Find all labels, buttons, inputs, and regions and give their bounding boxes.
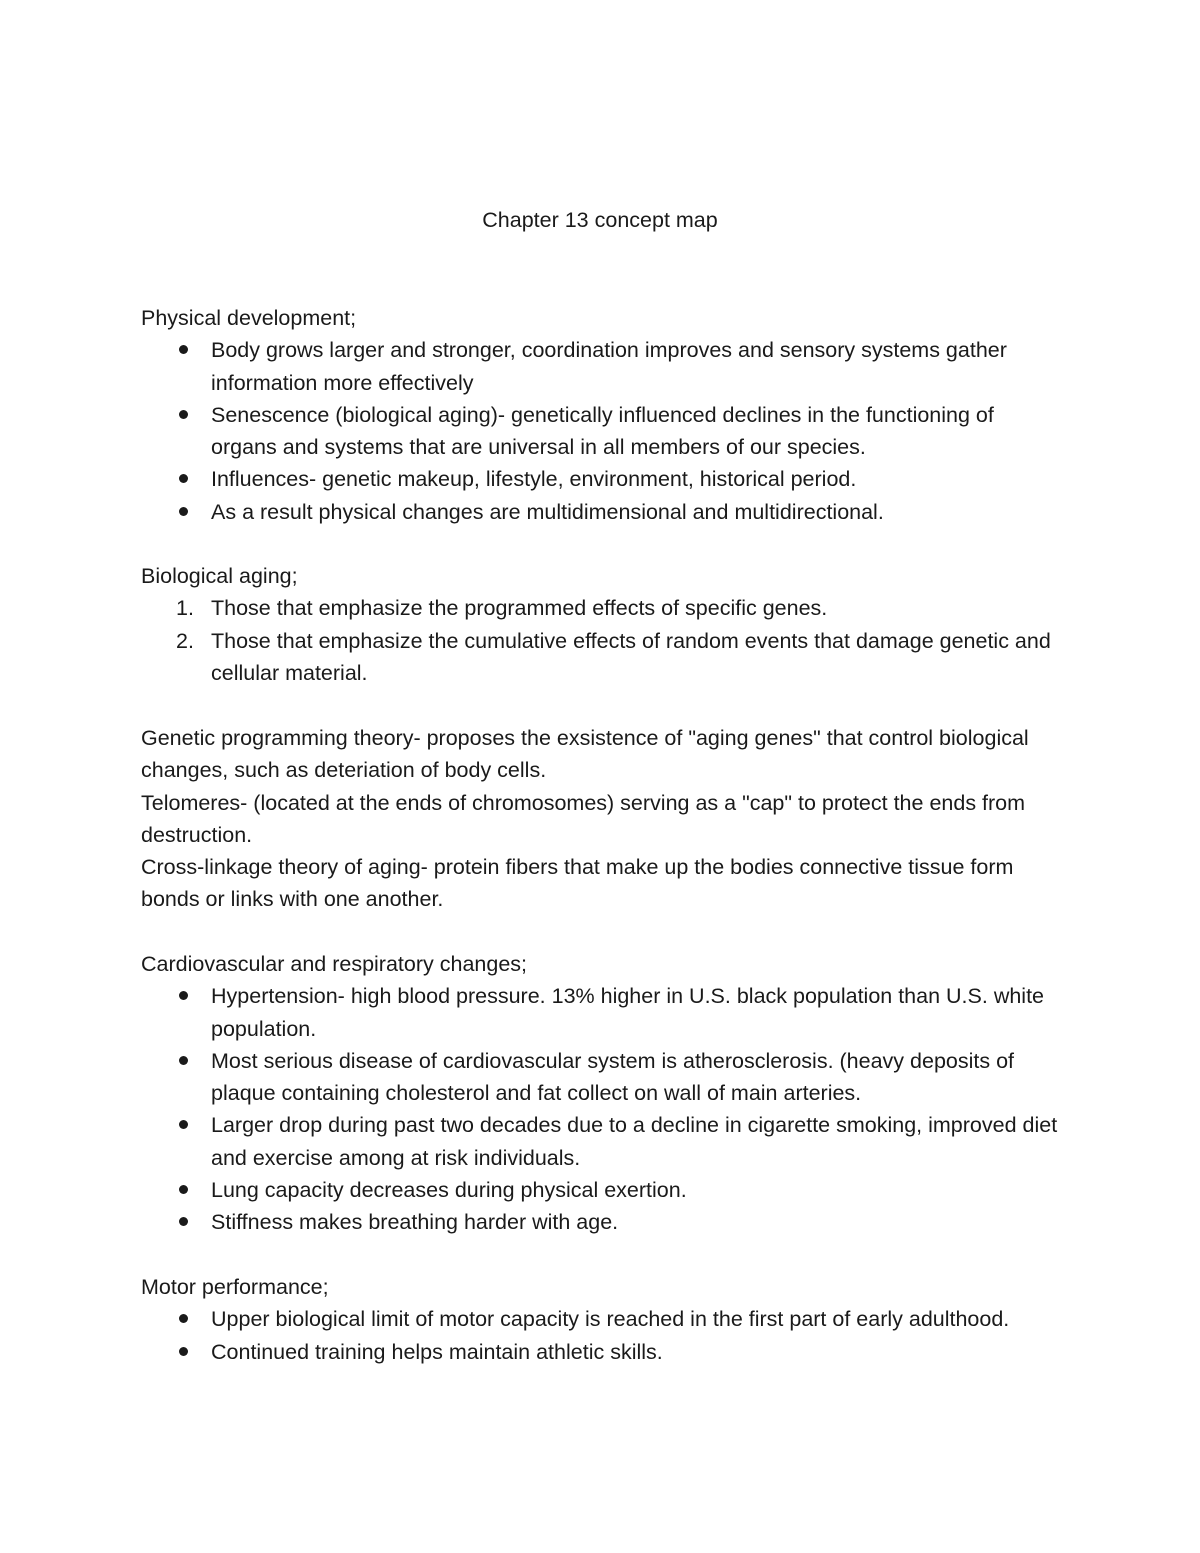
list-item: Upper biological limit of motor capacity is reached in the first part of early adulthood. xyxy=(141,1303,1061,1335)
list-item: Influences- genetic makeup, lifestyle, environment, historical period. xyxy=(141,463,1061,495)
list-item: Lung capacity decreases during physical exertion. xyxy=(141,1174,1061,1206)
list-number: 1. xyxy=(176,596,194,621)
bullet-icon xyxy=(179,345,188,354)
section-cardiovascular xyxy=(141,948,1061,1239)
document-title: Chapter 13 concept map xyxy=(482,208,718,232)
section-physical-development xyxy=(141,302,1061,528)
list-item: Hypertension- high blood pressure. 13% higher in U.S. black population than U.S. white population. xyxy=(141,980,1061,1045)
bullet-icon xyxy=(179,474,188,483)
section-heading: Motor performance; xyxy=(141,1275,329,1299)
list-item: Body grows larger and stronger, coordination improves and sensory systems gather information more effectively xyxy=(141,334,1061,399)
bullet-icon xyxy=(179,1217,188,1226)
bullet-icon xyxy=(179,1185,188,1194)
paragraph-cross-linkage: Cross-linkage theory of aging- protein fibers that make up the bodies connective tissue form bonds or links with one another. xyxy=(141,855,1014,912)
bullet-icon xyxy=(179,1347,188,1356)
list-item: Most serious disease of cardiovascular system is atherosclerosis. (heavy deposits of plaque containing cholesterol and fat collect on wall of main arteries. xyxy=(141,1045,1061,1110)
list-number: 2. xyxy=(176,628,194,653)
list-item: Stiffness makes breathing harder with age. xyxy=(141,1206,1061,1238)
bullet-list xyxy=(141,980,1061,1238)
list-item: 1. Those that emphasize the programmed effects of specific genes. xyxy=(141,592,1061,624)
list-item: As a result physical changes are multidimensional and multidirectional. xyxy=(141,496,1061,528)
bullet-icon xyxy=(179,1314,188,1323)
numbered-list xyxy=(141,592,1061,689)
paragraph-genetic-programming: Genetic programming theory- proposes the exsistence of "aging genes" that control biological changes, such as deteriation of body cells. xyxy=(141,726,1029,783)
section-biological-aging xyxy=(141,560,1061,689)
section-motor-performance xyxy=(141,1271,1061,1368)
bullet-icon xyxy=(179,991,188,1000)
bullet-list xyxy=(141,334,1061,528)
bullet-icon xyxy=(179,1120,188,1129)
bullet-icon xyxy=(179,507,188,516)
paragraph-telomeres: Telomeres- (located at the ends of chromosomes) serving as a "cap" to protect the ends from destruction. xyxy=(141,790,1026,847)
section-heading: Physical development; xyxy=(141,306,357,330)
bullet-list xyxy=(141,1303,1061,1368)
section-theories xyxy=(141,722,1061,916)
list-item: Larger drop during past two decades due to a decline in cigarette smoking, improved diet and exercise among at risk individuals. xyxy=(141,1109,1061,1174)
list-item: Senescence (biological aging)- genetically influenced declines in the functioning of organs and systems that are universal in all members of our species. xyxy=(141,399,1061,464)
bullet-icon xyxy=(179,1056,188,1065)
list-item: Continued training helps maintain athletic skills. xyxy=(141,1336,1061,1368)
section-heading: Cardiovascular and respiratory changes; xyxy=(141,952,528,976)
bullet-icon xyxy=(179,410,188,419)
list-item: 2. Those that emphasize the cumulative effects of random events that damage genetic and cellular material. xyxy=(141,625,1061,690)
section-heading: Biological aging; xyxy=(141,564,298,588)
